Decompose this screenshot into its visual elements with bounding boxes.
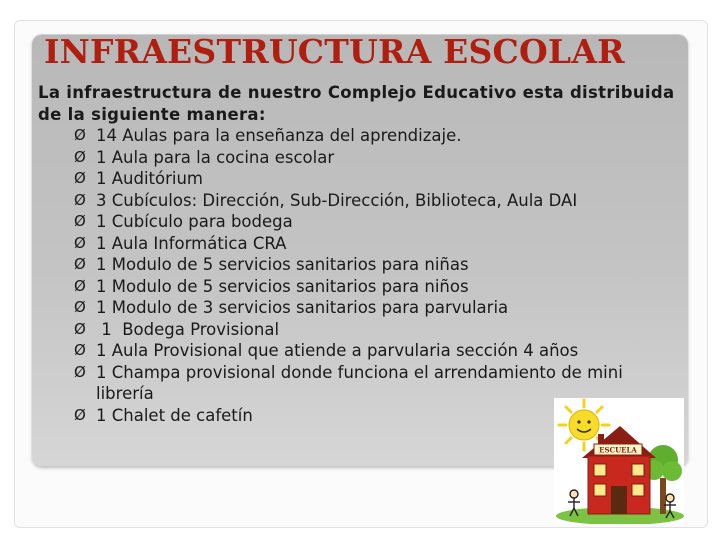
list-item-text: 1 Aula Informática CRA — [96, 233, 287, 253]
list-item-text: 1 Aula para la cocina escolar — [96, 147, 335, 167]
list-item — [38, 254, 678, 276]
list-item-text: 1 Bodega Provisional — [96, 319, 280, 339]
arrow-bullet-icon: Ø — [74, 319, 86, 338]
arrow-bullet-icon: Ø — [74, 341, 86, 359]
arrow-bullet-icon: Ø — [74, 298, 86, 316]
list-item — [38, 297, 678, 319]
list-item-text: 1 Chalet de cafetín — [96, 405, 253, 425]
sign-text: ESCUELA — [599, 445, 637, 455]
list-item-text: 1 Aula Provisional que atiende a parvularia sección 4 años — [96, 341, 579, 360]
arrow-bullet-icon: Ø — [74, 405, 86, 424]
arrow-bullet-icon: Ø — [74, 126, 86, 144]
intro-text: La infraestructura de nuestro Complejo Educativo esta distribuida de la siguiente manera: — [38, 83, 675, 124]
list-item-text: 1 Cubículo para bodega — [96, 212, 293, 231]
arrow-bullet-icon: Ø — [74, 147, 86, 166]
slide-content — [38, 82, 678, 426]
arrow-bullet-icon: Ø — [74, 276, 86, 295]
school-building-icon — [582, 426, 656, 514]
list-item — [38, 319, 678, 341]
school-illustration — [554, 398, 684, 524]
list-item-text: 1 Auditórium — [96, 169, 204, 188]
list-item — [38, 190, 678, 212]
arrow-bullet-icon: Ø — [74, 362, 86, 381]
arrow-bullet-icon: Ø — [74, 190, 86, 209]
list-item-text: 1 Modulo de 5 servicios sanitarios para niños — [96, 276, 469, 296]
arrow-bullet-icon: Ø — [74, 212, 86, 230]
list-item-text: 3 Cubículos: Dirección, Sub-Dirección, Biblioteca, Aula DAI — [96, 190, 578, 210]
list-item — [38, 340, 678, 362]
slide-title: INFRAESTRUCTURA ESCOLAR — [44, 32, 625, 71]
arrow-bullet-icon: Ø — [74, 169, 86, 187]
list-item-text: 1 Modulo de 5 servicios sanitarios para niñas — [96, 255, 469, 274]
list-item — [38, 147, 678, 169]
list-item-text: 1 Champa provisional donde funciona el arrendamiento de mini librería — [96, 362, 623, 403]
list-item — [38, 168, 678, 190]
list-item — [38, 211, 678, 233]
list-item — [38, 276, 678, 298]
list-item-text: 1 Modulo de 3 servicios sanitarios para parvularia — [96, 298, 509, 317]
school-clipart — [554, 398, 684, 524]
arrow-bullet-icon: Ø — [74, 233, 86, 252]
list-item — [38, 233, 678, 255]
arrow-bullet-icon: Ø — [74, 255, 86, 273]
list-item — [38, 125, 678, 147]
infrastructure-list — [38, 125, 678, 426]
list-item-text: 14 Aulas para la enseñanza del aprendizaje. — [96, 126, 462, 145]
